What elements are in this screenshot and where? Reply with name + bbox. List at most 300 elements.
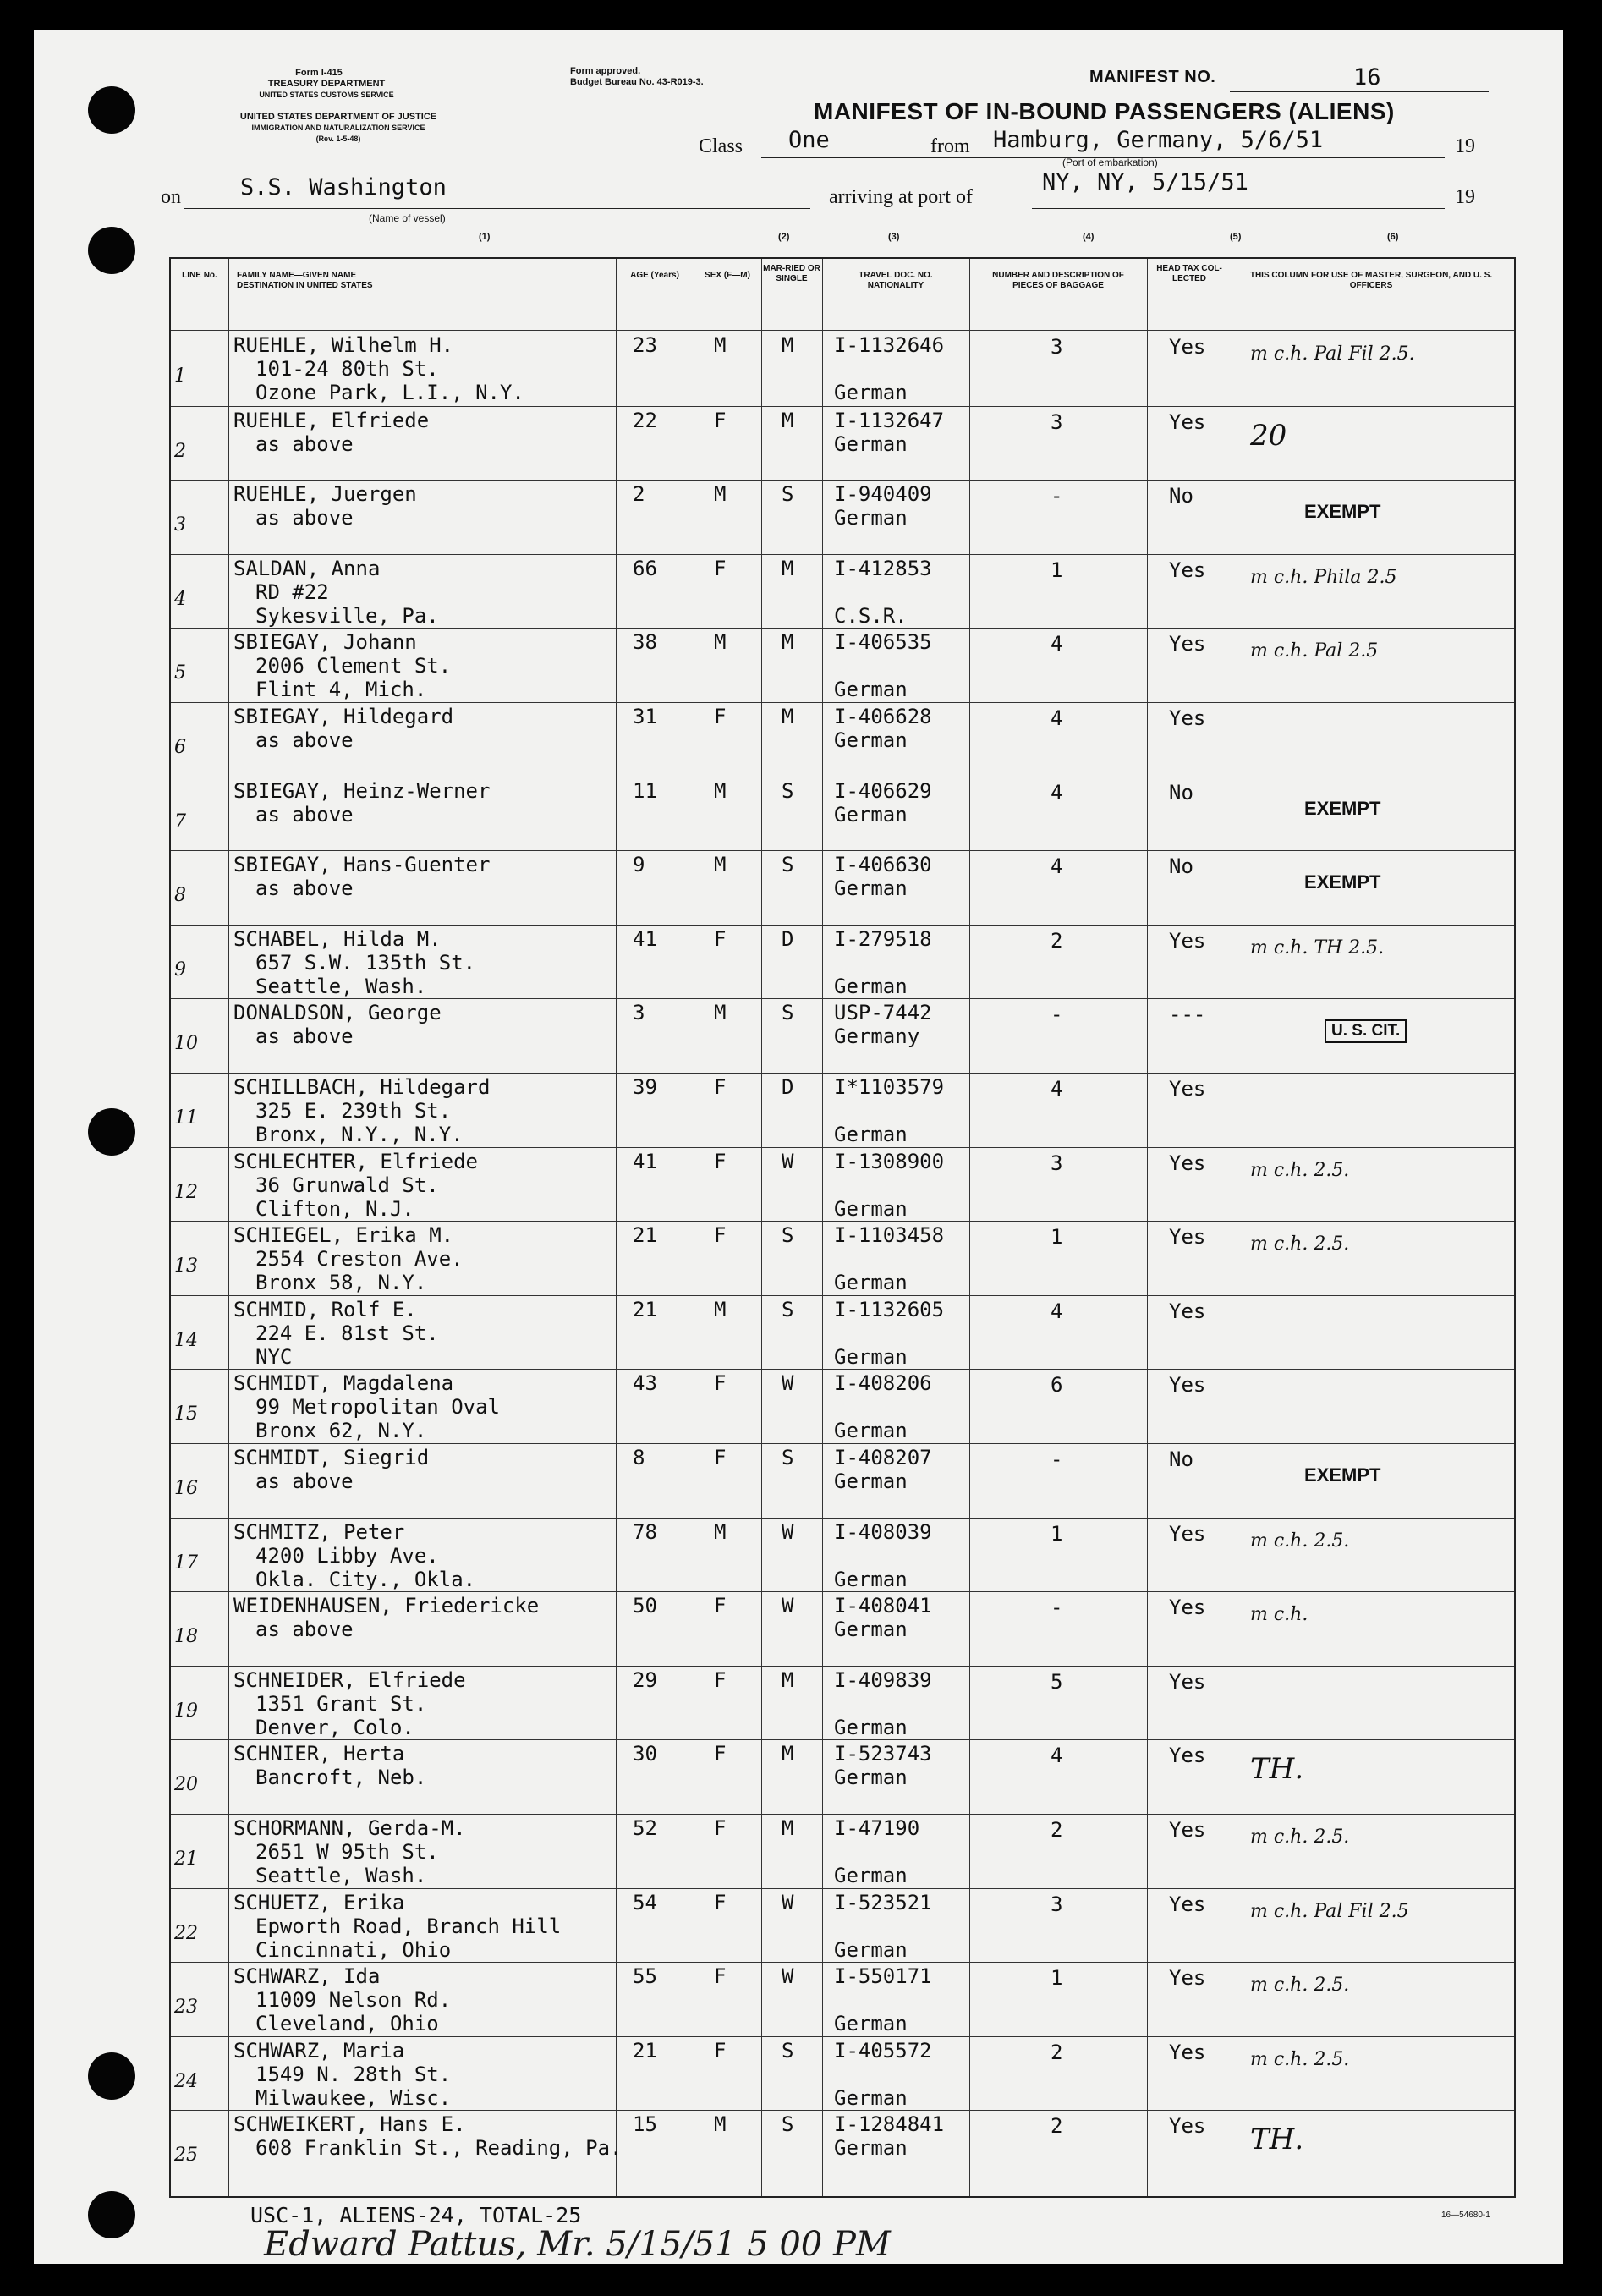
officer-note: m c.h. 2.5. — [1250, 1975, 1350, 1997]
passenger-age: 39 — [633, 1075, 657, 1099]
table-row — [171, 406, 1514, 481]
passenger-sex: M — [714, 2112, 727, 2137]
head-tax: Yes — [1169, 1373, 1206, 1398]
line-number: 21 — [174, 1848, 198, 1870]
passenger-age: 50 — [633, 1594, 657, 1618]
table-row — [171, 1073, 1514, 1147]
line-number: 15 — [174, 1403, 198, 1425]
officer-note: m c.h. TH 2.5. — [1250, 937, 1385, 958]
destination-line-1: Epworth Road, Branch Hill — [255, 1914, 562, 1938]
passenger-age: 55 — [633, 1964, 657, 1989]
col-age-header: AGE (Years) — [630, 271, 679, 280]
passenger-name: SALDAN, Anna — [233, 556, 381, 580]
destination-line-2: Milwaukee, Wisc. — [255, 2085, 452, 2110]
officer-note: EXEMPT — [1304, 797, 1381, 819]
destination-line-2: Bronx 58, N.Y. — [255, 1271, 427, 1295]
line-number: 4 — [174, 588, 186, 610]
marital-status: M — [782, 1742, 794, 1766]
line-number: 1 — [174, 365, 186, 387]
revision-label: (Rev. 1-5-48) — [315, 135, 361, 143]
destination-line-1: 1351 Grant St. — [255, 1691, 427, 1716]
passenger-sex: F — [714, 1890, 727, 1914]
travel-doc-number: I-406535 — [834, 630, 932, 655]
officer-note: m c.h. Pal Fil 2.5. — [1250, 343, 1415, 365]
totals-line: USC-1, ALIENS-24, TOTAL-25 — [250, 2203, 582, 2227]
destination-line-2: Denver, Colo. — [255, 1715, 414, 1739]
manifest-no-label: MANIFEST NO. — [1089, 68, 1216, 86]
punch-hole — [88, 86, 135, 134]
punch-hole — [88, 2052, 135, 2100]
head-tax: No — [1169, 484, 1193, 508]
from-value: Hamburg, Germany, 5/6/51 — [993, 127, 1324, 153]
passenger-age: 66 — [633, 556, 657, 580]
table-row — [171, 1666, 1514, 1740]
table-row — [171, 1221, 1514, 1295]
officer-note: m c.h. 2.5. — [1250, 1233, 1350, 1255]
destination-line-1: 2651 W 95th St. — [255, 1840, 439, 1864]
destination-line-1: 2006 Clement St. — [255, 654, 452, 678]
marital-status: M — [782, 705, 794, 728]
line-number: 16 — [174, 1478, 198, 1499]
nationality: German — [834, 381, 908, 404]
destination-line-1: as above — [255, 1024, 354, 1049]
line-number: 5 — [174, 662, 186, 684]
head-tax: Yes — [1169, 1077, 1206, 1101]
table-row — [171, 702, 1514, 777]
line-number: 10 — [174, 1033, 198, 1055]
passenger-age: 2 — [633, 482, 645, 507]
manifest-page — [34, 30, 1563, 2264]
line-number: 3 — [174, 514, 186, 536]
head-tax: Yes — [1169, 1521, 1206, 1546]
destination-line-1: RD #22 — [255, 579, 329, 604]
passenger-name: SBIEGAY, Heinz-Werner — [233, 778, 491, 803]
punch-hole — [88, 227, 135, 274]
marital-status: S — [782, 778, 794, 803]
head-tax: Yes — [1169, 1225, 1206, 1250]
officer-note: EXEMPT — [1304, 1464, 1381, 1486]
print-code: 16—54680-1 — [1441, 2211, 1490, 2220]
arriving-label: arriving at port of — [829, 186, 973, 208]
baggage-count: 2 — [1051, 2114, 1063, 2139]
col-number-3: (3) — [888, 232, 900, 242]
destination-line-2: Seattle, Wash. — [255, 974, 427, 998]
destination-line-1: as above — [255, 1618, 354, 1642]
passenger-sex: M — [714, 482, 727, 507]
form-approved: Form approved. — [570, 66, 641, 76]
destination-line-1: 101-24 80th St. — [255, 357, 439, 381]
head-tax: No — [1169, 780, 1193, 805]
baggage-count: - — [1051, 1447, 1063, 1471]
line-number: 13 — [174, 1255, 198, 1277]
table-row — [171, 554, 1514, 629]
head-tax: Yes — [1169, 632, 1206, 656]
passenger-sex: F — [714, 1446, 727, 1469]
passenger-age: 52 — [633, 1816, 657, 1840]
travel-doc-number: I-406630 — [834, 853, 932, 877]
baggage-count: 4 — [1051, 780, 1063, 805]
justice-label: UNITED STATES DEPARTMENT OF JUSTICE — [239, 112, 437, 122]
travel-doc-number: I-408041 — [834, 1594, 932, 1618]
travel-doc-number: I-1308900 — [834, 1149, 945, 1173]
passenger-age: 29 — [633, 1667, 657, 1692]
col-tax-header: HEAD TAX COL-LECTED — [1156, 264, 1222, 283]
marital-status: M — [782, 630, 794, 655]
nationality: German — [834, 1864, 908, 1887]
head-tax: Yes — [1169, 2114, 1206, 2139]
baggage-count: 3 — [1051, 409, 1063, 434]
passenger-age: 21 — [633, 1297, 657, 1321]
passenger-name: SBIEGAY, Johann — [233, 630, 417, 655]
officer-note: m c.h. Pal 2.5 — [1250, 640, 1379, 662]
baggage-count: 4 — [1051, 1744, 1063, 1768]
passenger-sex: F — [714, 1149, 727, 1173]
table-row — [171, 998, 1514, 1073]
passenger-name: SCHABEL, Hilda M. — [233, 926, 442, 951]
head-tax: No — [1169, 1447, 1193, 1471]
table-row — [171, 1591, 1514, 1666]
destination-line-2: Sykesville, Pa. — [255, 603, 439, 628]
passenger-age: 38 — [633, 630, 657, 655]
passenger-age: 22 — [633, 408, 657, 432]
travel-doc-number: I-406628 — [834, 705, 932, 728]
marital-status: D — [782, 1075, 794, 1099]
passenger-name: SCHNIER, Herta — [233, 1742, 405, 1766]
table-row — [171, 1888, 1514, 1963]
baggage-count: 4 — [1051, 632, 1063, 656]
col-married-header: MAR-RIED OR SINGLE — [763, 264, 820, 283]
baggage-count: 3 — [1051, 335, 1063, 359]
line-number: 19 — [174, 1700, 198, 1722]
travel-doc-number: I*1103579 — [834, 1075, 945, 1099]
vessel-line — [184, 208, 810, 209]
baggage-count: 1 — [1051, 1966, 1063, 1991]
passenger-name: SCHUETZ, Erika — [233, 1890, 405, 1914]
travel-doc-number: I-1103458 — [834, 1223, 945, 1248]
passenger-name: SCHIEGEL, Erika M. — [233, 1223, 454, 1248]
destination-line-1: as above — [255, 1469, 354, 1493]
head-tax: Yes — [1169, 1966, 1206, 1991]
passenger-name: DONALDSON, George — [233, 1001, 442, 1025]
travel-doc-number: I-1132646 — [834, 333, 945, 357]
nationality: German — [834, 1937, 908, 1962]
destination-line-2: Clifton, N.J. — [255, 1196, 414, 1221]
passenger-sex: F — [714, 1816, 727, 1840]
table-row — [171, 2110, 1514, 2184]
marital-status: W — [782, 1149, 794, 1173]
marital-status: W — [782, 1964, 794, 1989]
head-tax: Yes — [1169, 1299, 1206, 1323]
travel-doc-number: I-550171 — [834, 1964, 932, 1989]
line-number: 22 — [174, 1922, 198, 1944]
officer-note: m c.h. — [1250, 1604, 1308, 1626]
marital-status: M — [782, 556, 794, 580]
officer-note: TH. — [1250, 2123, 1304, 2157]
line-number: 20 — [174, 1774, 198, 1796]
officer-note: m c.h. Pal Fil 2.5 — [1250, 1900, 1409, 1922]
destination-line-1: as above — [255, 728, 354, 752]
nationality: German — [834, 1715, 908, 1739]
passenger-name: SCHORMANN, Gerda-M. — [233, 1816, 466, 1840]
passenger-name: RUEHLE, Elfriede — [233, 408, 430, 432]
destination-line-1: 608 Franklin St., Reading, Pa. — [255, 2136, 623, 2161]
baggage-count: 2 — [1051, 2040, 1063, 2064]
head-tax: Yes — [1169, 1151, 1206, 1175]
passenger-sex: F — [714, 1964, 727, 1989]
destination-line-1: Bancroft, Neb. — [255, 1766, 427, 1790]
head-tax: Yes — [1169, 409, 1206, 434]
head-tax: No — [1169, 854, 1193, 879]
nationality: C.S.R. — [834, 603, 908, 628]
destination-line-1: as above — [255, 876, 354, 901]
nationality: German — [834, 1618, 908, 1642]
nationality: German — [834, 1344, 908, 1369]
destination-line-1: 224 E. 81st St. — [255, 1321, 439, 1345]
line-number: 8 — [174, 885, 186, 907]
punch-hole — [88, 1108, 135, 1156]
destination-line-1: 325 E. 239th St. — [255, 1099, 452, 1123]
nationality: German — [834, 2136, 908, 2161]
marital-status: D — [782, 926, 794, 951]
travel-doc-number: I-523743 — [834, 1742, 932, 1766]
passenger-sex: M — [714, 1001, 727, 1025]
col-number-5: (5) — [1230, 232, 1242, 242]
nationality: German — [834, 1419, 908, 1443]
line-number: 2 — [174, 440, 186, 462]
passenger-age: 54 — [633, 1890, 657, 1914]
head-tax: Yes — [1169, 1818, 1206, 1842]
baggage-count: - — [1051, 1596, 1063, 1620]
destination-line-1: 657 S.W. 135th St. — [255, 950, 476, 975]
line-number: 24 — [174, 2070, 198, 2092]
nationality: German — [834, 506, 908, 530]
marital-status: M — [782, 408, 794, 432]
officer-note: m c.h. Phila 2.5 — [1250, 566, 1397, 588]
marital-status: S — [782, 2038, 794, 2063]
passenger-name: SBIEGAY, Hildegard — [233, 705, 454, 728]
passenger-name: RUEHLE, Wilhelm H. — [233, 333, 454, 357]
baggage-count: 6 — [1051, 1373, 1063, 1398]
marital-status: M — [782, 1667, 794, 1692]
officer-note: m c.h. 2.5. — [1250, 1159, 1350, 1181]
nationality: German — [834, 1196, 908, 1221]
line-number: 9 — [174, 958, 186, 980]
destination-line-2: Cincinnati, Ohio — [255, 1937, 452, 1962]
marital-status: S — [782, 853, 794, 877]
budget-bureau: Budget Bureau No. 43-R019-3. — [570, 77, 704, 87]
manifest-title: MANIFEST OF IN-BOUND PASSENGERS (ALIENS) — [814, 98, 1395, 124]
officer-note: m c.h. 2.5. — [1250, 2048, 1350, 2070]
destination-line-1: as above — [255, 506, 354, 530]
line-number: 23 — [174, 1997, 198, 2019]
marital-status: W — [782, 1371, 794, 1396]
destination-line-1: 4200 Libby Ave. — [255, 1543, 439, 1568]
officer-note: m c.h. 2.5. — [1250, 1530, 1350, 1552]
punch-hole — [88, 2191, 135, 2238]
table-row — [171, 1369, 1514, 1443]
passenger-sex: M — [714, 1297, 727, 1321]
travel-doc-number: I-1132647 — [834, 408, 945, 432]
passenger-age: 21 — [633, 2038, 657, 2063]
baggage-count: 5 — [1051, 1669, 1063, 1694]
marital-status: S — [782, 1446, 794, 1469]
destination-line-2: Seattle, Wash. — [255, 1864, 427, 1887]
marital-status: S — [782, 1297, 794, 1321]
on-label: on — [161, 186, 181, 208]
table-row — [171, 1518, 1514, 1592]
line-number: 6 — [174, 737, 186, 758]
passenger-name: SCHMIDT, Siegrid — [233, 1446, 430, 1469]
baggage-count: 1 — [1051, 558, 1063, 582]
baggage-count: - — [1051, 1002, 1063, 1027]
nationality: German — [834, 728, 908, 752]
travel-doc-number: I-940409 — [834, 482, 932, 507]
col-sex-header: SEX (F—M) — [705, 271, 750, 280]
passenger-sex: F — [714, 926, 727, 951]
nationality: German — [834, 1567, 908, 1591]
nationality: German — [834, 678, 908, 702]
col-officers-header: THIS COLUMN FOR USE OF MASTER, SURGEON, AND U. S. OFFICERS — [1249, 271, 1493, 290]
officer-note: EXEMPT — [1304, 871, 1381, 893]
destination-line-2: Flint 4, Mich. — [255, 678, 427, 702]
treasury-label: TREASURY DEPARTMENT — [267, 79, 386, 89]
travel-doc-number: I-1284841 — [834, 2112, 945, 2137]
travel-doc-number: I-47190 — [834, 1816, 920, 1840]
passenger-sex: F — [714, 1594, 727, 1618]
marital-status: S — [782, 2112, 794, 2137]
passenger-sex: M — [714, 853, 727, 877]
marital-status: S — [782, 1223, 794, 1248]
marital-status: W — [782, 1890, 794, 1914]
table-row — [171, 628, 1514, 702]
year-2: 19 — [1455, 186, 1475, 208]
head-tax: Yes — [1169, 558, 1206, 582]
nationality: German — [834, 1766, 908, 1790]
travel-doc-number: I-408206 — [834, 1371, 932, 1396]
passenger-name: SCHMID, Rolf E. — [233, 1297, 417, 1321]
destination-line-1: as above — [255, 802, 354, 827]
from-label: from — [930, 135, 970, 157]
marital-status: W — [782, 1519, 794, 1544]
destination-line-1: 36 Grunwald St. — [255, 1173, 439, 1197]
passenger-name: SCHNEIDER, Elfriede — [233, 1667, 466, 1692]
head-tax: --- — [1169, 1002, 1206, 1027]
passenger-age: 30 — [633, 1742, 657, 1766]
passenger-sex: M — [714, 630, 727, 655]
marital-status: M — [782, 1816, 794, 1840]
head-tax: Yes — [1169, 1744, 1206, 1768]
destination-line-1: 11009 Nelson Rd. — [255, 1988, 452, 2013]
col-name-header: FAMILY NAME—GIVEN NAME DESTINATION IN UNITED STATES — [237, 271, 373, 290]
passenger-sex: F — [714, 1742, 727, 1766]
table-row — [171, 777, 1514, 851]
nationality: German — [834, 1469, 908, 1493]
baggage-count: 4 — [1051, 1299, 1063, 1323]
destination-line-1: 2554 Creston Ave. — [255, 1247, 464, 1272]
col-number-2: (2) — [778, 232, 790, 242]
table-row — [171, 1814, 1514, 1888]
line-number: 7 — [174, 810, 186, 832]
marital-status: M — [782, 333, 794, 357]
passenger-sex: F — [714, 1371, 727, 1396]
table-row — [171, 1443, 1514, 1518]
destination-line-1: as above — [255, 431, 354, 456]
arriving-value: NY, NY, 5/15/51 — [1042, 169, 1248, 195]
header-divider — [171, 330, 1514, 331]
passenger-age: 8 — [633, 1446, 645, 1469]
passenger-sex: F — [714, 2038, 727, 2063]
head-tax: Yes — [1169, 2040, 1206, 2064]
head-tax: Yes — [1169, 928, 1206, 953]
year-1: 19 — [1455, 135, 1475, 157]
travel-doc-number: I-1132605 — [834, 1297, 945, 1321]
passenger-age: 9 — [633, 853, 645, 877]
line-number: 12 — [174, 1181, 198, 1203]
baggage-count: 3 — [1051, 1892, 1063, 1916]
passenger-sex: M — [714, 778, 727, 803]
baggage-count: 4 — [1051, 1077, 1063, 1101]
passenger-age: 43 — [633, 1371, 657, 1396]
passenger-age: 41 — [633, 926, 657, 951]
table-row — [171, 1739, 1514, 1814]
head-tax: Yes — [1169, 1669, 1206, 1694]
officer-note: EXEMPT — [1304, 501, 1381, 523]
baggage-count: - — [1051, 484, 1063, 508]
officer-signature: Edward Pattus, Mr. 5/15/51 5 00 PM — [264, 2225, 891, 2264]
travel-doc-number: I-523521 — [834, 1890, 932, 1914]
nationality: German — [834, 1123, 908, 1146]
travel-doc-number: I-405572 — [834, 2038, 932, 2063]
head-tax: Yes — [1169, 1892, 1206, 1916]
passenger-sex: F — [714, 1667, 727, 1692]
nationality: German — [834, 876, 908, 901]
head-tax: Yes — [1169, 706, 1206, 730]
col-number-6: (6) — [1387, 232, 1399, 242]
marital-status: S — [782, 1001, 794, 1025]
destination-line-2: Bronx, N.Y., N.Y. — [255, 1123, 464, 1146]
passenger-age: 21 — [633, 1223, 657, 1248]
passenger-age: 15 — [633, 2112, 657, 2137]
passenger-age: 78 — [633, 1519, 657, 1544]
passenger-age: 41 — [633, 1149, 657, 1173]
passenger-name: SCHMIDT, Magdalena — [233, 1371, 454, 1396]
nationality: German — [834, 1271, 908, 1295]
passenger-name: SCHILLBACH, Hildegard — [233, 1075, 491, 1099]
vessel-label: (Name of vessel) — [369, 212, 446, 224]
baggage-count: 3 — [1051, 1151, 1063, 1175]
passenger-age: 23 — [633, 333, 657, 357]
line-number: 14 — [174, 1329, 198, 1351]
destination-line-1: 99 Metropolitan Oval — [255, 1395, 500, 1420]
table-row — [171, 2036, 1514, 2111]
col-line-header: LINE No. — [182, 271, 217, 280]
passenger-name: WEIDENHAUSEN, Friedericke — [233, 1594, 540, 1618]
passenger-table — [169, 257, 1516, 2198]
class-label: Class — [699, 135, 743, 157]
marital-status: W — [782, 1594, 794, 1618]
passenger-name: SCHMITZ, Peter — [233, 1519, 405, 1544]
table-row — [171, 1295, 1514, 1370]
nationality: German — [834, 974, 908, 998]
passenger-sex: F — [714, 1075, 727, 1099]
customs-label: UNITED STATES CUSTOMS SERVICE — [259, 91, 394, 99]
form-number: Form I-415 — [295, 68, 343, 78]
manifest-no-value: 16 — [1353, 64, 1381, 91]
officer-note: m c.h. 2.5. — [1250, 1826, 1350, 1848]
table-row — [171, 1962, 1514, 2036]
officer-note: 20 — [1250, 418, 1287, 453]
destination-line-2: Ozone Park, L.I., N.Y. — [255, 381, 524, 404]
